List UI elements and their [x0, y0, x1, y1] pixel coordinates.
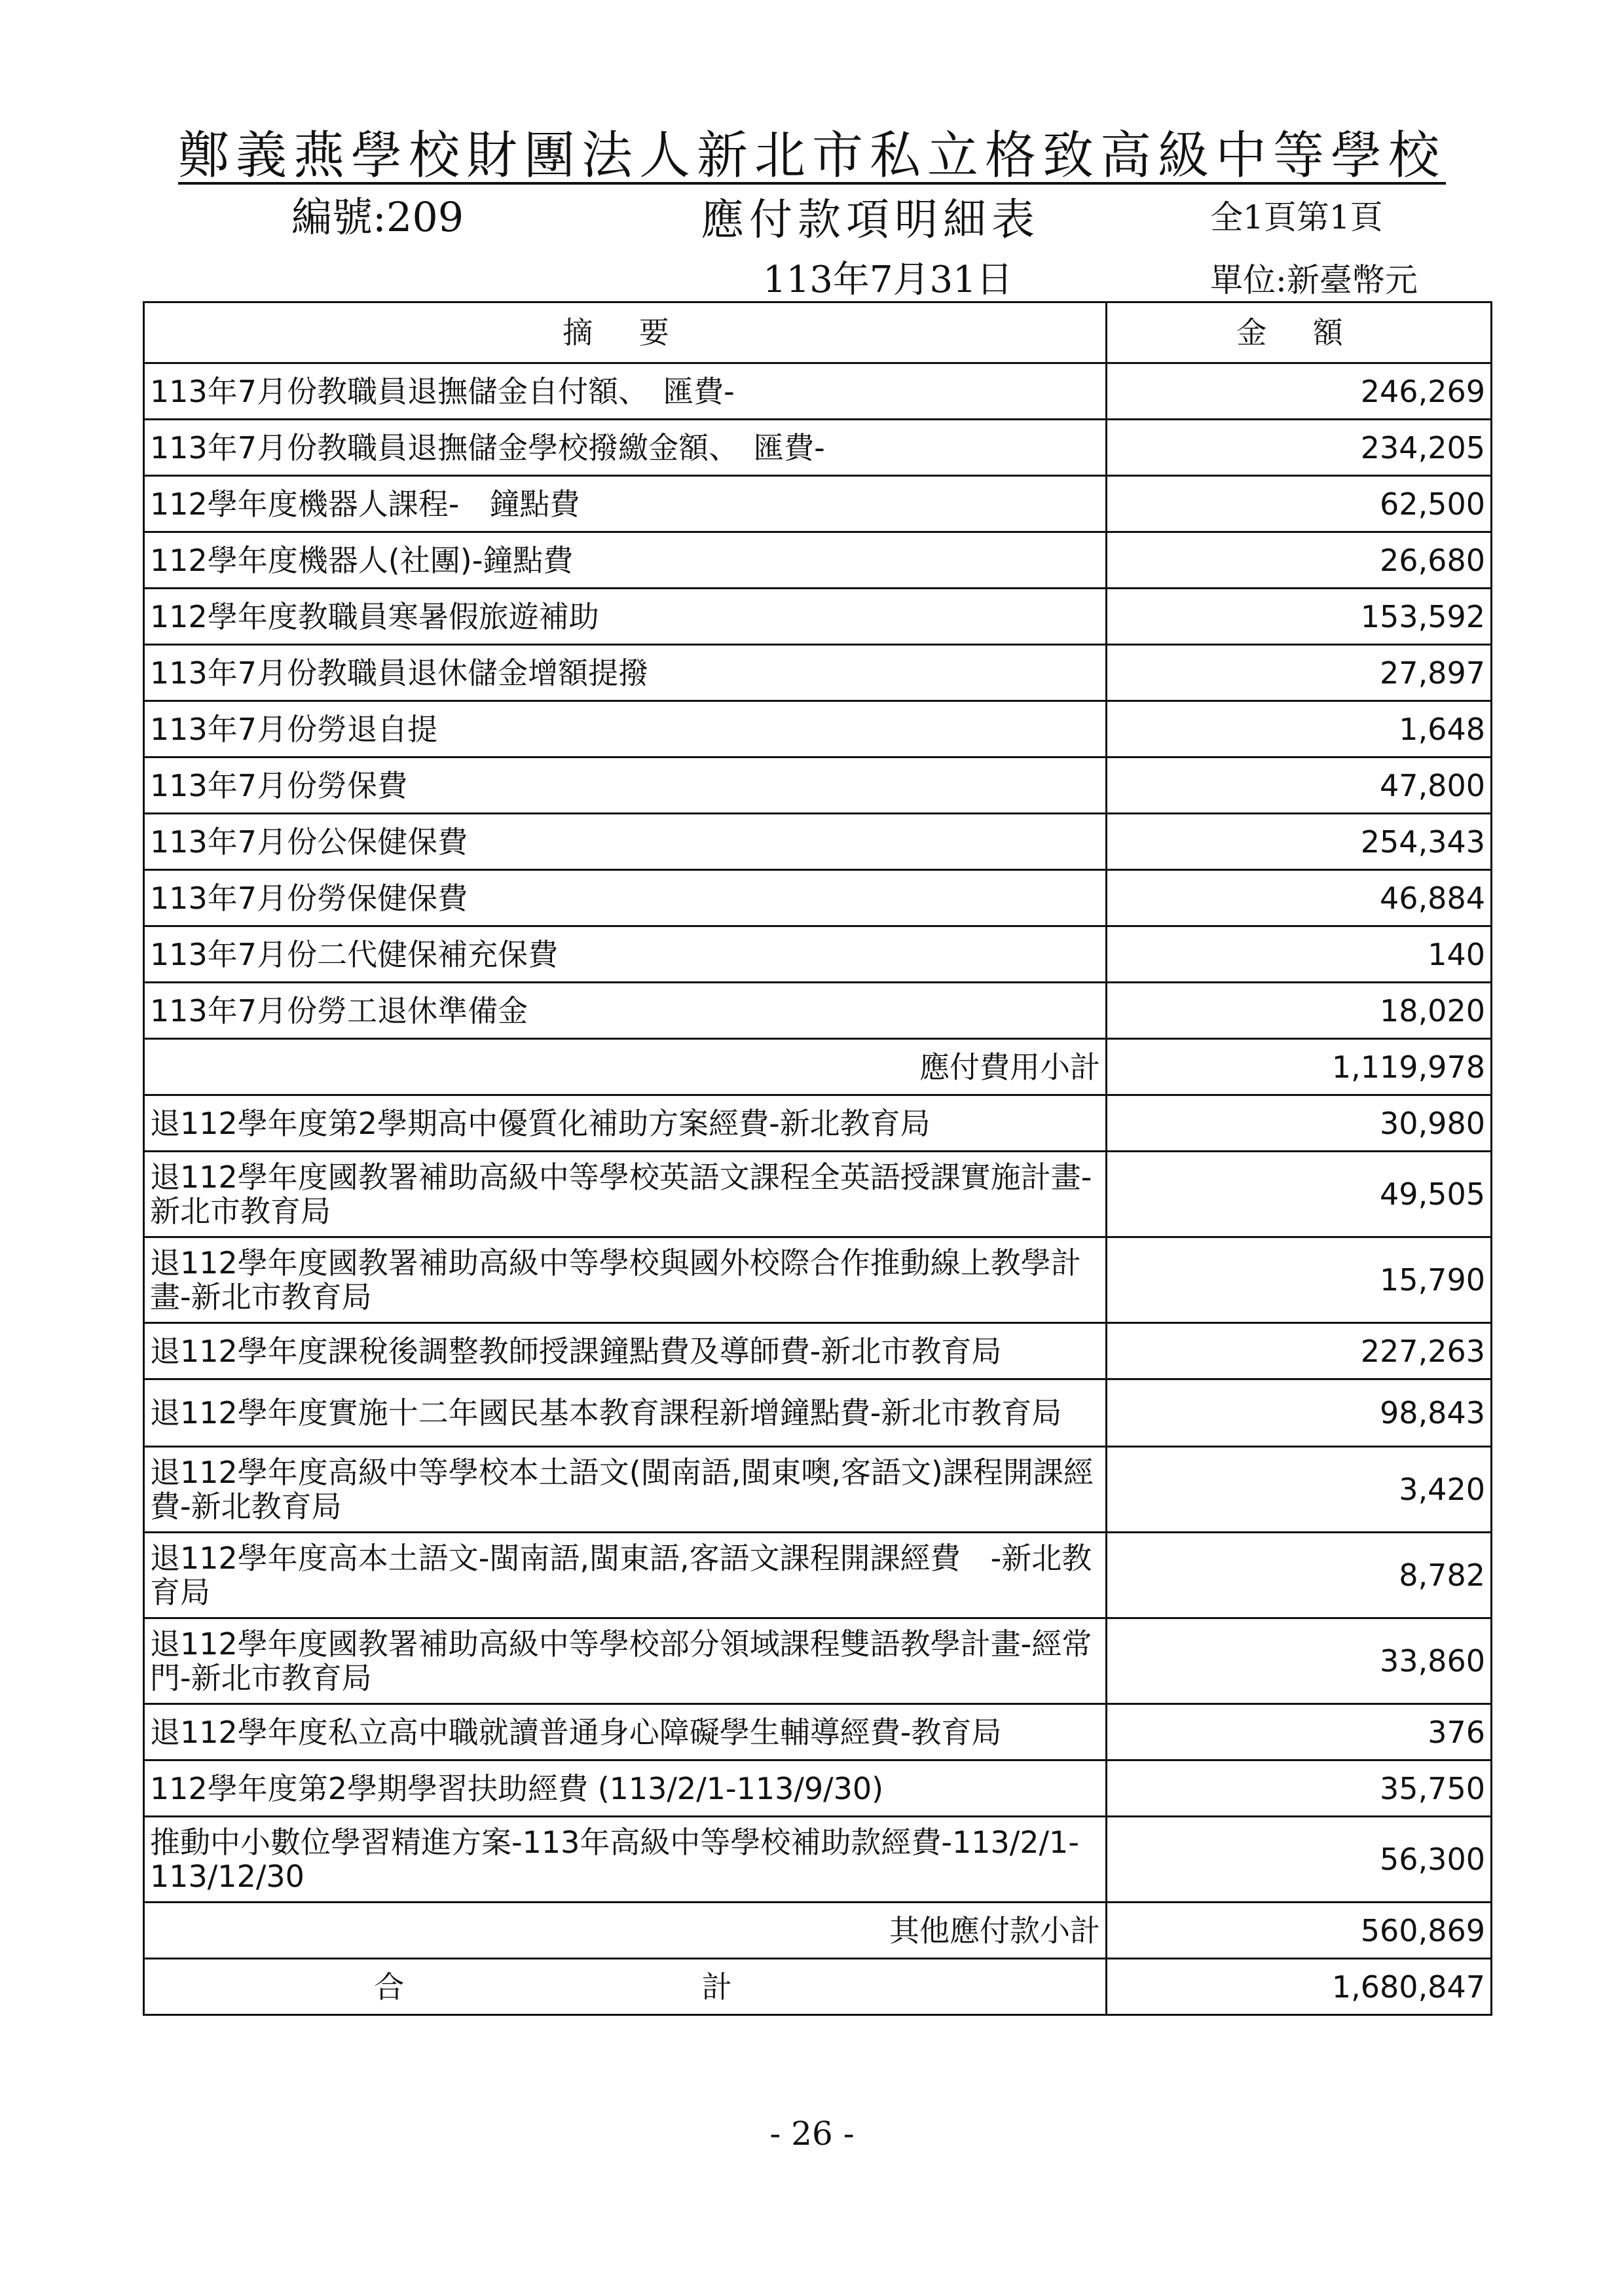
table-row: [144, 1760, 1492, 1817]
row-amount: 153,592: [1107, 589, 1492, 645]
report-date: 113年7月31日: [763, 259, 1013, 301]
row-description: 112學年度教職員寒暑假旅遊補助: [144, 589, 1107, 645]
row-description: 退112學年度國教署補助高級中等學校與國外校際合作推動線上教學計畫-新北市教育局: [144, 1237, 1107, 1323]
table-row: [144, 1379, 1492, 1447]
row-description: 112學年度機器人(社團)-鐘點費: [144, 532, 1107, 589]
document-title-text: 鄭義燕學校財團法人新北市私立格致高級中等學校: [177, 126, 1446, 185]
row-amount: 3,420: [1107, 1447, 1492, 1533]
row-amount: 49,505: [1107, 1152, 1492, 1237]
table-row: [144, 645, 1492, 701]
row-description: 退112學年度國教署補助高級中等學校英語文課程全英語授課實施計畫-新北市教育局: [144, 1152, 1107, 1237]
row-description: 退112學年度高本土語文-閩南語,閩東語,客語文課程開課經費 -新北教育局: [144, 1533, 1107, 1618]
table-row: [144, 1817, 1492, 1903]
total-row: [144, 1959, 1492, 2015]
subtotal-amount: 1,119,978: [1107, 1039, 1492, 1095]
table-row: [144, 1447, 1492, 1533]
table-row: [144, 814, 1492, 870]
row-description: 113年7月份勞工退休準備金: [144, 983, 1107, 1039]
row-amount: 26,680: [1107, 532, 1492, 589]
currency-unit: 單位:新臺幣元: [1210, 261, 1418, 299]
row-description: 113年7月份教職員退撫儲金學校撥繳金額、 匯費-: [144, 420, 1107, 476]
row-description: 113年7月份勞保費: [144, 757, 1107, 814]
column-header-description: 摘 要: [144, 302, 1107, 363]
row-amount: 30,980: [1107, 1095, 1492, 1152]
row-amount: 46,884: [1107, 870, 1492, 926]
table-header-row: [144, 302, 1492, 363]
row-amount: 47,800: [1107, 757, 1492, 814]
page-number: - 26 -: [769, 2115, 855, 2153]
table-row: [144, 589, 1492, 645]
row-amount: 62,500: [1107, 476, 1492, 532]
payables-table: [143, 301, 1492, 2016]
row-amount: 27,897: [1107, 645, 1492, 701]
row-amount: 227,263: [1107, 1323, 1492, 1379]
table-row: [144, 926, 1492, 983]
subtotal-amount: 560,869: [1107, 1903, 1492, 1959]
table-row: [144, 1237, 1492, 1323]
row-amount: 98,843: [1107, 1379, 1492, 1447]
row-amount: 246,269: [1107, 363, 1492, 420]
table-row: [144, 1152, 1492, 1237]
total-label: 合 計: [144, 1959, 1107, 2015]
table-row: [144, 532, 1492, 589]
row-description: 退112學年度國教署補助高級中等學校部分領域課程雙語教學計畫-經常門-新北市教育局: [144, 1618, 1107, 1704]
row-description: 退112學年度課稅後調整教師授課鐘點費及導師費-新北市教育局: [144, 1323, 1107, 1379]
total-amount: 1,680,847: [1107, 1959, 1492, 2015]
row-description: 退112學年度實施十二年國民基本教育課程新增鐘點費-新北市教育局: [144, 1379, 1107, 1447]
subtotal-row-other-payables: [144, 1903, 1492, 1959]
row-description: 112學年度第2學期學習扶助經費 (113/2/1-113/9/30): [144, 1760, 1107, 1817]
row-amount: 1,648: [1107, 701, 1492, 757]
column-header-amount: 金 額: [1107, 302, 1492, 363]
row-description: 112學年度機器人課程- 鐘點費: [144, 476, 1107, 532]
table-row: [144, 757, 1492, 814]
row-description: 113年7月份勞退自提: [144, 701, 1107, 757]
subtotal-label: 應付費用小計: [144, 1039, 1107, 1095]
table-row: [144, 476, 1492, 532]
table-row: [144, 870, 1492, 926]
row-description: 退112學年度高級中等學校本土語文(閩南語,閩東噢,客語文)課程開課經費-新北教育局: [144, 1447, 1107, 1533]
row-amount: 18,020: [1107, 983, 1492, 1039]
row-amount: 376: [1107, 1704, 1492, 1760]
table-row: [144, 1323, 1492, 1379]
row-description: 113年7月份公保健保費: [144, 814, 1107, 870]
table-row: [144, 1533, 1492, 1618]
subtotal-label: 其他應付款小計: [144, 1903, 1107, 1959]
table-row: [144, 1095, 1492, 1152]
row-description: 113年7月份勞保健保費: [144, 870, 1107, 926]
table-row: [144, 983, 1492, 1039]
report-name: 應付款項明細表: [701, 194, 1040, 245]
row-description: 退112學年度第2學期高中優質化補助方案經費-新北教育局: [144, 1095, 1107, 1152]
row-description: 113年7月份二代健保補充保費: [144, 926, 1107, 983]
table-row: [144, 420, 1492, 476]
row-amount: 33,860: [1107, 1618, 1492, 1704]
page-info: 全1頁第1頁: [1210, 198, 1383, 236]
row-amount: 234,205: [1107, 420, 1492, 476]
table-row: [144, 1704, 1492, 1760]
row-description: 113年7月份教職員退撫儲金自付額、 匯費-: [144, 363, 1107, 420]
subtotal-row-payable-expenses: [144, 1039, 1492, 1095]
report-number: 編號:209: [291, 193, 464, 241]
table-row: [144, 1618, 1492, 1704]
row-description: 113年7月份教職員退休儲金增額提撥: [144, 645, 1107, 701]
row-amount: 15,790: [1107, 1237, 1492, 1323]
row-description: 推動中小數位學習精進方案-113年高級中等學校補助款經費-113/2/1-113/12/30: [144, 1817, 1107, 1903]
row-amount: 8,782: [1107, 1533, 1492, 1618]
row-amount: 35,750: [1107, 1760, 1492, 1817]
document-title: [0, 115, 1624, 188]
row-amount: 140: [1107, 926, 1492, 983]
row-amount: 56,300: [1107, 1817, 1492, 1903]
table-row: [144, 701, 1492, 757]
table-row: [144, 363, 1492, 420]
row-amount: 254,343: [1107, 814, 1492, 870]
row-description: 退112學年度私立高中職就讀普通身心障礙學生輔導經費-教育局: [144, 1704, 1107, 1760]
